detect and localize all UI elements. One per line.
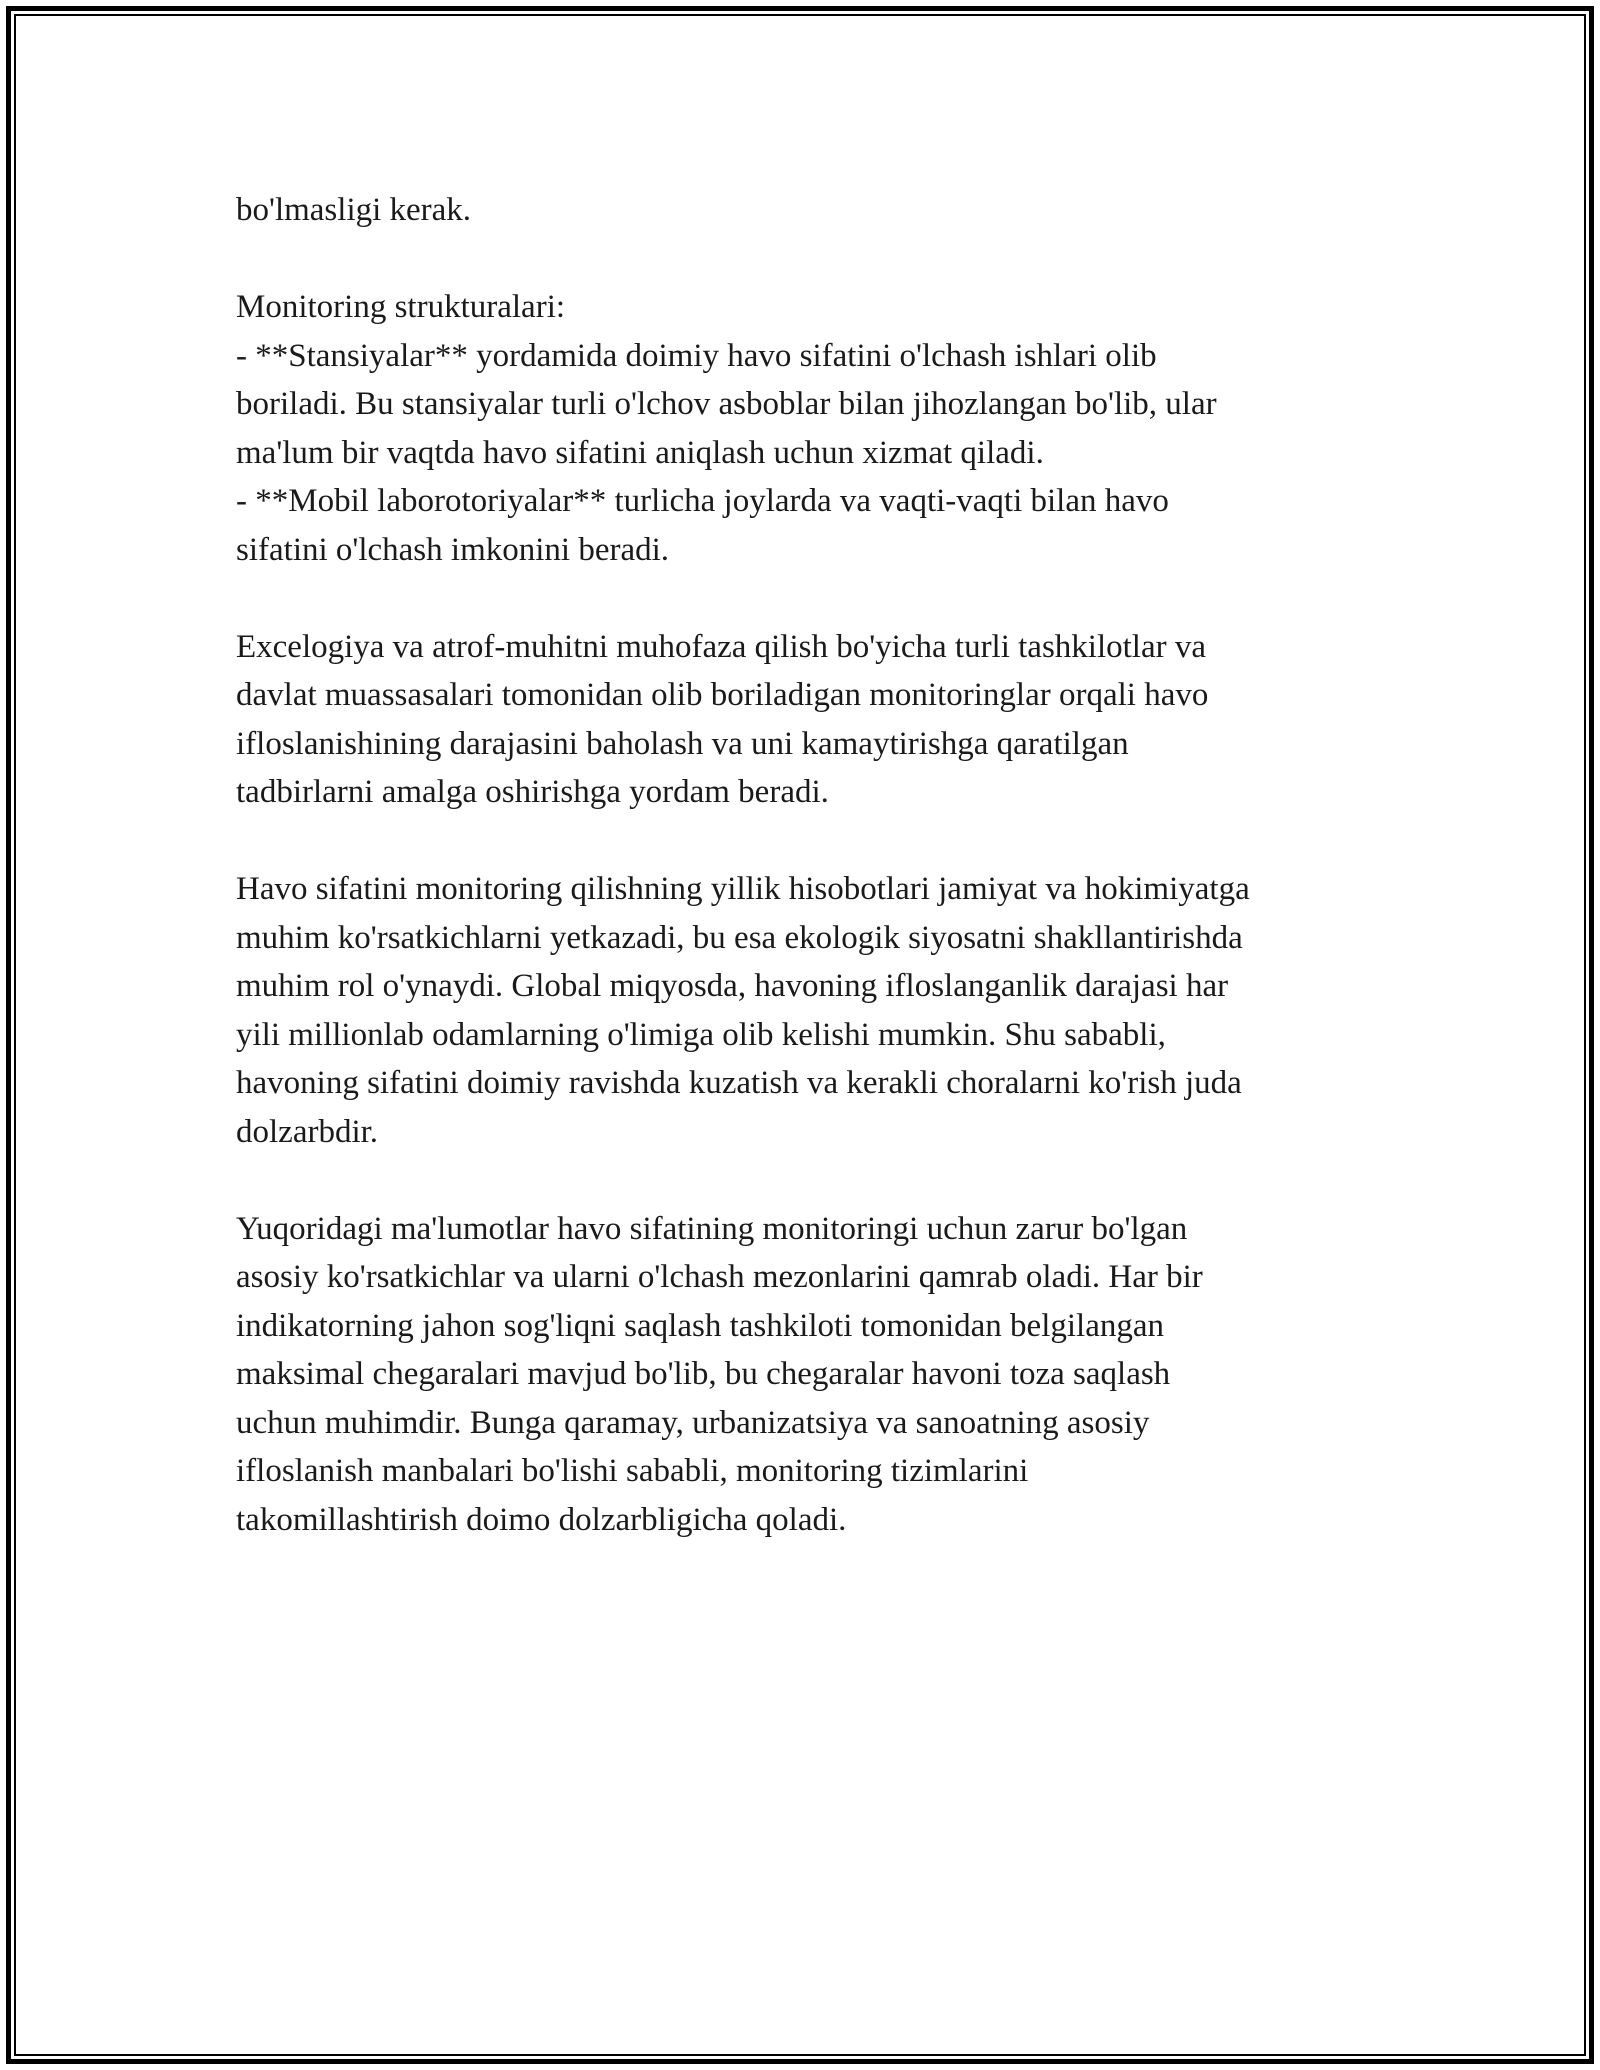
paragraph-annual-reports [236, 865, 1366, 1156]
text-line: - **Stansiyalar** yordamida doimiy havo sifatini o'lchash ishlari olib [236, 337, 1157, 374]
text-line: havoning sifatini doimiy ravishda kuzatish va kerakli choralarni ko'rish juda [236, 1065, 1242, 1101]
text-line: dolzarbdir. [236, 1113, 379, 1150]
paragraph-organizations [236, 623, 1366, 817]
text-line: indikatorning jahon sog'liqni saqlash tashkiloti tomonidan belgilangan [236, 1307, 1164, 1344]
text-line: ma'lum bir vaqtda havo sifatini aniqlash uchun xizmat qiladi. [236, 434, 1044, 471]
paragraph-continuation [236, 186, 1366, 235]
text-line: ifloslanishining darajasini baholash va uni kamaytirishga qaratilgan [236, 725, 1129, 762]
text-line: uchun muhimdir. Bunga qaramay, urbanizatsiya va sanoatning asosiy [236, 1404, 1150, 1441]
text-line: boriladi. Bu stansiyalar turli o'lchov asboblar bilan jihozlangan bo'lib, ular [236, 386, 1217, 422]
text-line: ifloslanish manbalari bo'lishi sababli, monitoring tizimlarini [236, 1453, 1029, 1489]
text-line: - **Mobil laborotoriyalar** turlicha joylarda va vaqti-vaqti bilan havo [236, 483, 1169, 519]
text-line: Havo sifatini monitoring qilishning yillik hisobotlari jamiyat va hokimiyatga [236, 871, 1250, 907]
text-line: maksimal chegaralari mavjud bo'lib, bu chegaralar havoni toza saqlash [236, 1356, 1171, 1392]
text-line: muhim rol o'ynaydi. Global miqyosda, havoning ifloslanganlik darajasi har [236, 968, 1229, 1004]
text-line: Excelogiya va atrof-muhitni muhofaza qilish bo'yicha turli tashkilotlar va [236, 628, 1207, 665]
paragraph-conclusion [236, 1205, 1366, 1545]
text-line: tadbirlarni amalga oshirishga yordam beradi. [236, 774, 829, 810]
paragraph-monitoring-structures [236, 283, 1366, 574]
text-line: muhim ko'rsatkichlarni yetkazadi, bu esa ekologik siyosatni shakllantirishda [236, 919, 1243, 956]
text-line: sifatini o'lchash imkonini beradi. [236, 531, 670, 568]
text-line: Yuqoridagi ma'lumotlar havo sifatining monitoringi uchun zarur bo'lgan [236, 1210, 1188, 1247]
document-body [236, 186, 1366, 1593]
text-line: yili millionlab odamlarning o'limiga olib kelishi mumkin. Shu sababli, [236, 1016, 1166, 1053]
text-line: bo'lmasligi kerak. [236, 192, 472, 228]
text-line: davlat muassasalari tomonidan olib boriladigan monitoringlar orqali havo [236, 677, 1209, 713]
text-line: asosiy ko'rsatkichlar va ularni o'lchash mezonlarini qamrab oladi. Har bir [236, 1259, 1203, 1295]
text-line: takomillashtirish doimo dolzarbligicha qoladi. [236, 1501, 847, 1538]
text-line: Monitoring strukturalari: [236, 289, 566, 325]
